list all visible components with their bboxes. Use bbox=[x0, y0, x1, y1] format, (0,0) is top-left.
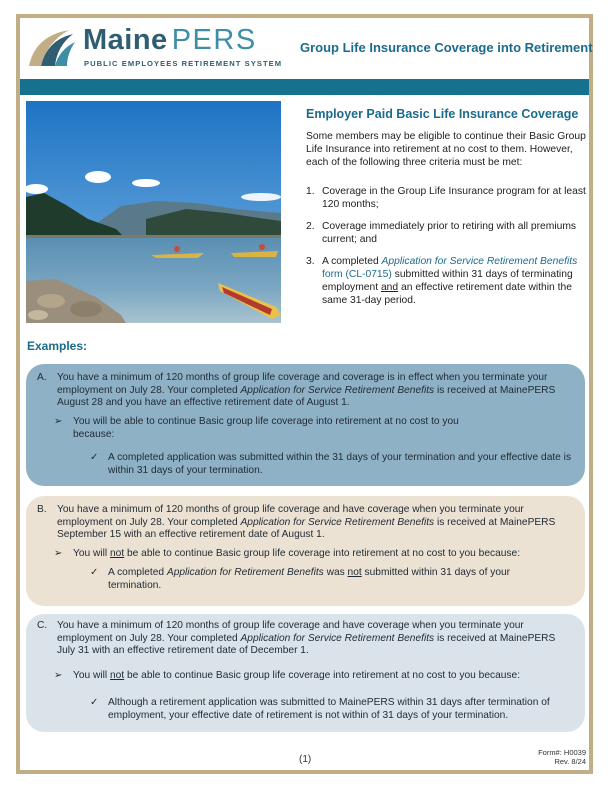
criterion-text: Coverage immediately prior to retiring with all premiums current; and bbox=[322, 221, 577, 245]
reason-text: A completed application was submitted within the 31 days of your termination and your effective date is within 31 days of your termination. bbox=[108, 452, 572, 476]
reason-not: not bbox=[347, 567, 362, 578]
section-title: Employer Paid Basic Life Insurance Coverage bbox=[306, 107, 579, 121]
scenario-text-end: is received at MainePERS July 31 with an effective retirement date of December 1. bbox=[57, 632, 556, 657]
header-band bbox=[20, 79, 589, 95]
scenario-text: You have a minimum of 120 months of group life coverage and coverage is in effect when you terminate your employment on July 28. Your completed bbox=[57, 372, 548, 396]
criterion-text-post: an effective retirement date within the same 31-day period. bbox=[322, 282, 572, 306]
criteria-list bbox=[306, 185, 588, 316]
outcome-pre: You will bbox=[73, 670, 110, 681]
arrow-bullet-icon: ➢ bbox=[54, 416, 63, 427]
application-form-link[interactable]: Application for Service Retirement Benefits bbox=[381, 256, 578, 267]
underlined-and: and bbox=[380, 282, 399, 293]
checkmark-icon: ✓ bbox=[90, 452, 99, 463]
scenario-text-end: is received at MainePERS August 28 and you have an effective retirement date of August 1. bbox=[57, 384, 556, 409]
example-scenario bbox=[57, 620, 575, 658]
mainepers-logo bbox=[25, 26, 285, 74]
outcome-text bbox=[73, 548, 563, 561]
criterion-1 bbox=[306, 185, 588, 211]
logo-swoosh-icon bbox=[25, 26, 77, 70]
example-scenario bbox=[57, 504, 575, 542]
scenario-text: You have a minimum of 120 months of group life coverage and have coverage when you terminate your employment on July 28. Your completed bbox=[57, 620, 524, 644]
revision-text: Rev. 8/24 bbox=[554, 757, 586, 766]
form-code-link[interactable]: form (CL-0715) bbox=[322, 269, 392, 280]
outcome-not: not bbox=[110, 548, 125, 559]
criterion-number: 3. bbox=[306, 256, 315, 267]
page-number: (1) bbox=[299, 754, 312, 765]
outcome-not: not bbox=[110, 670, 125, 681]
outcome-text: You will be able to continue Basic group life coverage into retirement at no cost to you because: bbox=[73, 416, 459, 440]
example-b-box bbox=[26, 496, 585, 606]
example-a-box bbox=[26, 364, 585, 486]
criterion-number: 2. bbox=[306, 221, 315, 232]
logo-subtitle: PUBLIC EMPLOYEES RETIREMENT SYSTEM bbox=[84, 59, 283, 68]
scenario-form-name: Application for Service Retirement Benefits bbox=[240, 632, 435, 644]
example-letter: C. bbox=[37, 620, 48, 631]
criterion-3 bbox=[306, 255, 588, 307]
criterion-text: Coverage in the Group Life Insurance program for at least 120 months; bbox=[322, 186, 586, 210]
scenario-form-name: Application for Service Retirement Benefits bbox=[240, 516, 435, 528]
reason-form-name: Application for Retirement Benefits bbox=[166, 567, 324, 578]
form-number-text: Form#: H0039 bbox=[538, 748, 586, 757]
criterion-2 bbox=[306, 220, 588, 246]
outcome-post: be able to continue Basic group life coverage into retirement at no cost to you because: bbox=[124, 548, 521, 559]
outcome-pre: You will bbox=[73, 548, 110, 559]
arrow-bullet-icon: ➢ bbox=[54, 548, 63, 559]
criterion-number: 1. bbox=[306, 186, 315, 197]
arrow-bullet-icon: ➢ bbox=[54, 670, 63, 681]
reason-post: submitted within 31 days of your termination. bbox=[108, 567, 511, 591]
example-letter: A. bbox=[37, 372, 47, 383]
document-title: Group Life Insurance Coverage into Retirement bbox=[300, 40, 593, 55]
example-scenario bbox=[57, 372, 575, 410]
scenario-form-name: Application for Service Retirement Benefits bbox=[240, 384, 435, 396]
outcome-post: be able to continue Basic group life coverage into retirement at no cost to you because: bbox=[124, 670, 521, 681]
checkmark-icon: ✓ bbox=[90, 697, 99, 708]
reason-pre: A completed bbox=[108, 567, 167, 578]
examples-heading: Examples: bbox=[27, 339, 88, 353]
reason-mid: was bbox=[323, 567, 348, 578]
example-c-box bbox=[26, 614, 585, 732]
intro-paragraph: Some members may be eligible to continue their Basic Group Life Insurance into retirement at no cost to them. However, each of the following three criteria must be met: bbox=[306, 131, 586, 168]
criterion-text-pre: A completed bbox=[322, 256, 382, 267]
logo-wordmark bbox=[83, 24, 257, 57]
scenario-text-end: is received at MainePERS September 15 with an effective retirement date of August 1. bbox=[57, 516, 556, 541]
checkmark-icon: ✓ bbox=[90, 567, 99, 578]
reason-text: Although a retirement application was submitted to MainePERS within 31 days after termination of employment, your effective date of retirement is not within of 31 days of your termination. bbox=[108, 697, 550, 721]
example-letter: B. bbox=[37, 504, 47, 515]
scenario-text: You have a minimum of 120 months of group life coverage and have coverage when you terminate your employment on July 28. Your completed bbox=[57, 504, 524, 528]
outcome-text bbox=[73, 670, 563, 683]
form-number bbox=[538, 748, 586, 766]
logo-pers: PERS bbox=[171, 24, 257, 56]
reason-text bbox=[108, 567, 548, 592]
logo-maine: Maine bbox=[83, 24, 168, 56]
criterion-text-mid: submitted within 31 days of terminating employment bbox=[322, 269, 573, 293]
kayak-lake-photo bbox=[26, 101, 281, 323]
